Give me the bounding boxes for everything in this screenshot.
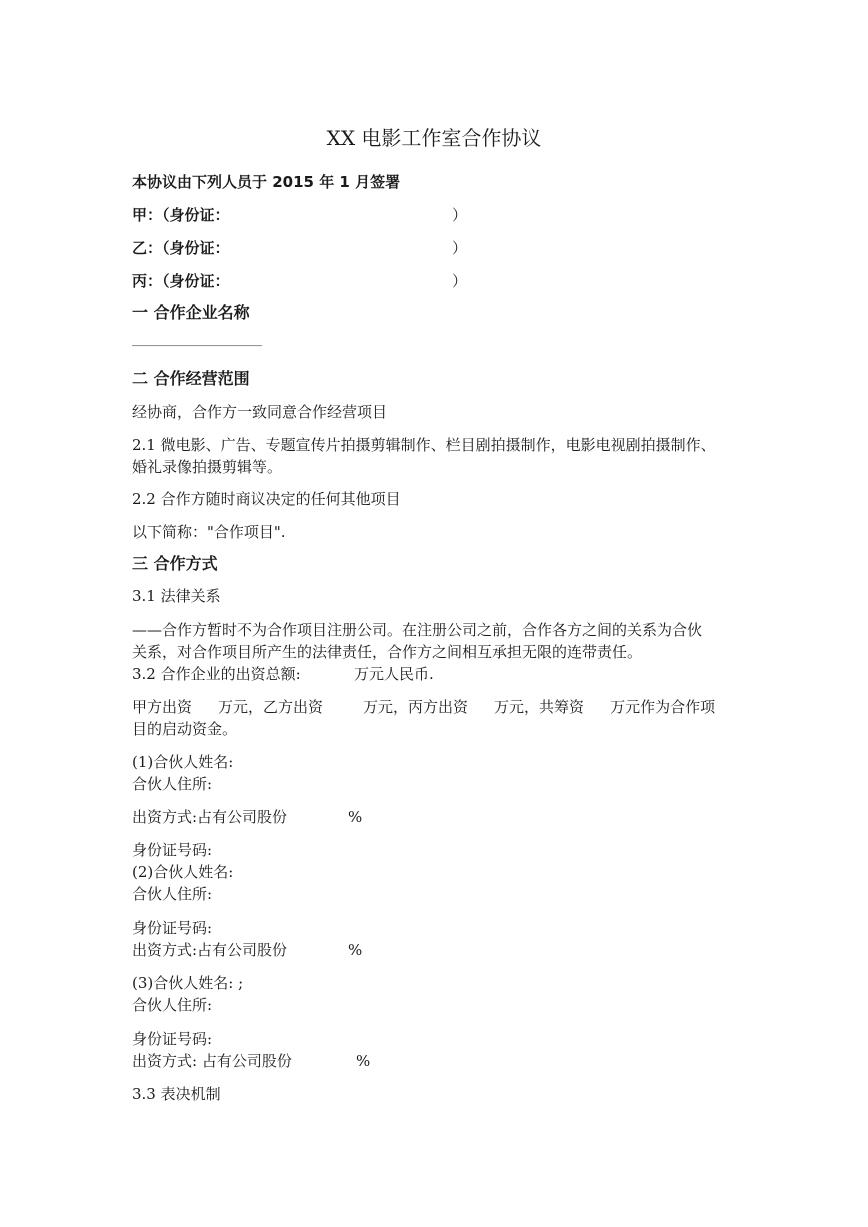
- party-a-line: 甲：（身份证：: [132, 206, 230, 224]
- scope-item-2-1a: 2.1 微电影、广告、专题宣传片拍摄剪辑制作、栏目剧拍摄制作，电影电视剧拍摄制作、: [132, 436, 716, 454]
- partner-3-id: 身份证号码:: [132, 1030, 213, 1048]
- partner-1-method: 出资方式:占有公司股份: [132, 808, 288, 826]
- legal-relation-b: 关系，对合作项目所产生的法律责任，合作方之间相互承担无限的连带责任。: [132, 643, 643, 661]
- scope-item-2-2: 2.2 合作方随时商议决定的任何其他项目: [132, 490, 401, 508]
- partner-2-percent: %: [348, 941, 363, 959]
- party-a-close: ）: [452, 206, 468, 224]
- partner-3-name: (3)合伙人姓名: ;: [132, 974, 244, 992]
- section-2-heading: 二 合作经营范围: [132, 369, 250, 388]
- party-b-close: ）: [452, 239, 468, 257]
- partner-2-method: 出资方式:占有公司股份: [132, 941, 288, 959]
- legal-relation-heading: 3.1 法律关系: [132, 587, 221, 605]
- partner-2-name: (2)合伙人姓名:: [132, 863, 234, 881]
- scope-item-2-1b: 婚礼录像拍摄剪辑等。: [132, 458, 283, 476]
- partner-2-id: 身份证号码:: [132, 919, 213, 937]
- partner-3-address: 合伙人住所:: [132, 996, 213, 1014]
- intro-line: 本协议由下列人员于 2015 年 1 月签署: [132, 173, 401, 191]
- partner-2-address: 合伙人住所:: [132, 885, 213, 903]
- scope-intro: 经协商，合作方一致同意合作经营项目: [132, 403, 388, 421]
- legal-relation-a: ——合作方暂时不为合作项目注册公司。在注册公司之前，合作各方之间的关系为合伙: [132, 621, 703, 639]
- investment-line-b: 目的启动资金。: [132, 720, 238, 738]
- scope-abbrev: 以下简称："合作项目".: [132, 523, 286, 541]
- voting-mechanism-heading: 3.3 表决机制: [132, 1085, 221, 1103]
- document-title: XX 电影工作室合作协议: [326, 126, 542, 150]
- partner-1-name: (1)合伙人姓名:: [132, 753, 234, 771]
- total-investment-label: 3.2 合作企业的出资总额:: [132, 665, 301, 683]
- partner-1-percent: %: [348, 808, 363, 826]
- company-name-blank: ____________________: [132, 332, 262, 347]
- partner-1-address: 合伙人住所:: [132, 775, 213, 793]
- section-1-heading: 一 合作企业名称: [132, 303, 250, 322]
- partner-3-method: 出资方式: 占有公司股份: [132, 1052, 292, 1070]
- partner-3-percent: %: [356, 1052, 371, 1070]
- total-investment-unit: 万元人民币.: [354, 665, 434, 683]
- party-c-line: 丙：（身份证：: [132, 272, 230, 290]
- party-b-line: 乙：（身份证：: [132, 239, 230, 257]
- partner-1-id: 身份证号码:: [132, 841, 213, 859]
- section-3-heading: 三 合作方式: [132, 554, 218, 573]
- party-c-close: ）: [452, 272, 468, 290]
- investment-line-a: 甲方出资 万元，乙方出资 万元，丙方出资 万元，共筹资 万元作为合作项: [132, 698, 716, 716]
